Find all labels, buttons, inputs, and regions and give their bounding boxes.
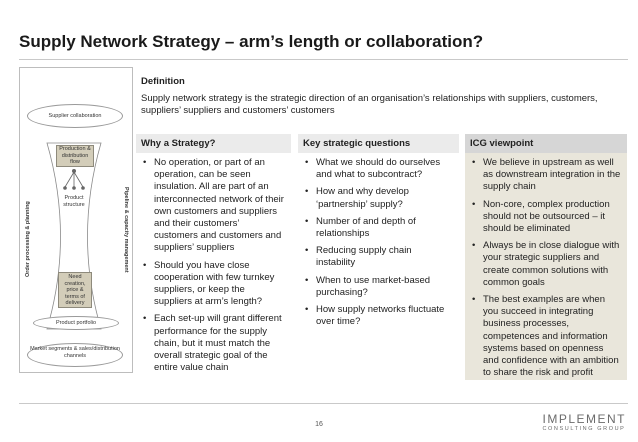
bullet-text: How and why develop ‘partnership’ supply? [316, 186, 409, 210]
product-portfolio-label: Product portfolio [55, 320, 97, 326]
pipeline-capacity-label: Pipeline & capacity management [123, 187, 129, 273]
logo-line-2: CONSULTING GROUP [542, 426, 626, 432]
bullet-text: Number of and depth of relationships [316, 215, 416, 240]
column-heading: Key strategic questions [298, 134, 459, 153]
bullet-item [303, 186, 453, 210]
product-structure-box [60, 195, 88, 209]
column-heading: ICG viewpoint [465, 134, 627, 153]
bullet-item [470, 157, 621, 194]
bullet-text: What we should do ourselves and what to subcontract? [316, 157, 441, 181]
bullet-text: No operation, or part of an operation, can be seen insulation. All are part of an interconnected network of their own customers and suppliers and their customers’ customers and customers and suppliers’ suppliers [154, 157, 284, 254]
company-logo [542, 413, 626, 433]
key-questions-column [298, 134, 459, 380]
title-divider [19, 59, 628, 60]
bullet-item [141, 313, 285, 374]
production-distribution-label: Production & distribution flow [59, 146, 91, 165]
bullet-item [303, 304, 453, 328]
page-number: 16 [315, 421, 323, 428]
bullet-item [470, 294, 621, 379]
supplier-collaboration-label: Supplier collaboration [48, 113, 102, 119]
page-title: Supply Network Strategy – arm’s length or collaboration? [19, 32, 484, 51]
bullet-text: When to use market-based purchasing? [316, 274, 431, 298]
icg-viewpoint-column [465, 134, 627, 380]
market-segments-box [27, 343, 123, 367]
product-portfolio-box [33, 316, 119, 330]
need-creation-box [58, 272, 92, 308]
bullet-list [141, 157, 285, 374]
bullet-list [470, 157, 621, 379]
bullet-item [470, 199, 621, 236]
bullet-item [303, 157, 453, 181]
supply-network-diagram [19, 67, 133, 373]
why-strategy-column [136, 134, 291, 380]
bullet-text: How supply networks fluctuate over time? [316, 304, 445, 328]
logo-line-1: IMPLEMENT [542, 412, 626, 426]
bullet-text: Always be in close dialogue with your strategic suppliers and create common solutions with common goals [483, 240, 620, 288]
bullet-text: Each set-up will grant different performance for the supply chain, but it must match the overall strategic goal of the entire value chain [154, 313, 282, 374]
bullet-text: Should you have close cooperation with few turnkey suppliers, or keep the suppliers at arm’s length? [154, 259, 275, 308]
market-segments-label: Market segments & sales/distribution channels [30, 346, 120, 359]
definition-text: Supply network strategy is the strategic direction of an organisation’s relationships with suppliers, customers, suppliers’ suppliers and customers’ customers [141, 93, 598, 116]
order-processing-label: Order processing & planning [25, 201, 31, 277]
bullet-text: We believe in upstream as well as downstream integration in the supply chain [483, 157, 621, 193]
need-creation-label: Need creation, price & terms of delivery [64, 274, 86, 306]
bullet-item [470, 240, 621, 289]
production-distribution-box [56, 145, 94, 167]
bullet-list [303, 157, 453, 328]
product-structure-label: Product structure [63, 195, 85, 208]
definition-heading: Definition [141, 76, 185, 87]
bullet-text: The best examples are when you succeed in integrating business processes, competences and information systems based on openness and confidence with an ambition to share the risk and profit [483, 294, 619, 379]
bullet-item [303, 216, 453, 240]
bullet-item [141, 157, 285, 255]
column-heading: Why a Strategy? [136, 134, 291, 153]
bullet-item [141, 260, 285, 309]
bullet-item [303, 245, 453, 269]
bullet-item [303, 275, 453, 299]
bullet-text: Reducing supply chain instability [316, 245, 412, 269]
bullet-text: Non-core, complex production should not be outsourced – it should be eliminated [483, 198, 610, 235]
footer-divider [19, 403, 628, 404]
